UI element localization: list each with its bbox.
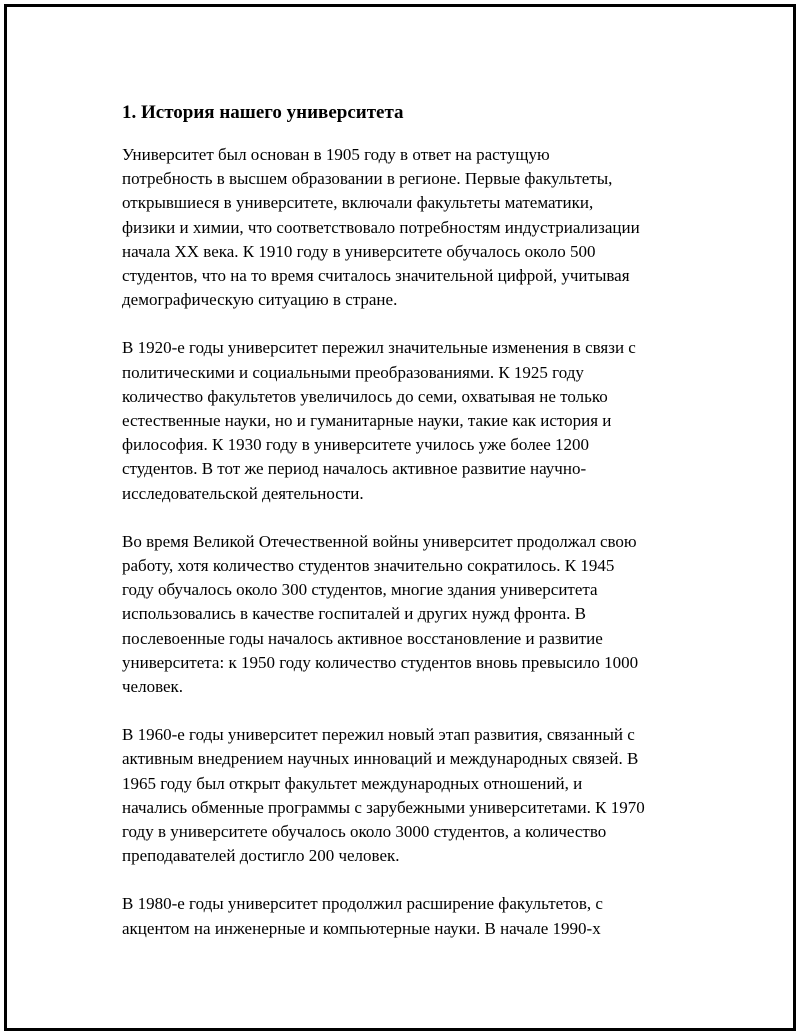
paragraph-line: студентов, что на то время считалось значительной цифрой, учитывая: [122, 266, 630, 286]
paragraph-line: университета: к 1950 году количество студентов вновь превысило 1000: [122, 652, 639, 672]
paragraph-line: В 1960-е годы университет пережил новый этап развития, связанный с: [122, 725, 635, 745]
document-body: [122, 99, 697, 965]
paragraph-line: В 1980-е годы университет продолжил расширение факультетов, с: [122, 894, 603, 914]
paragraph-line: открывшиеся в университете, включали факультеты математики,: [122, 193, 594, 213]
paragraph-line: году обучалось около 300 студентов, многие здания университета: [122, 580, 598, 600]
paragraph-line: преподавателей достигло 200 человек.: [122, 846, 400, 866]
paragraph-line: работу, хотя количество студентов значительно сократилось. К 1945: [122, 556, 615, 576]
paragraph-line: студентов. В тот же период началось активное развитие научно-: [122, 459, 587, 479]
paragraph-line: начала XX века. К 1910 году в университете обучалось около 500: [122, 241, 596, 261]
paragraph-line: человек.: [122, 677, 184, 697]
paragraph-line: послевоенные годы началось активное восстановление и развитие: [122, 628, 603, 648]
section-title: 1. История нашего университета: [122, 102, 404, 123]
paragraph-line: демографическую ситуацию в стране.: [122, 290, 398, 310]
paragraph-line: Во время Великой Отечественной войны университет продолжал свою: [122, 531, 637, 551]
paragraph-line: акцентом на инженерные и компьютерные науки. В начале 1990-х: [122, 918, 601, 938]
paragraph-line: исследовательской деятельности.: [122, 483, 364, 503]
paragraph: [122, 143, 697, 312]
page-frame: [4, 4, 796, 1031]
paragraph-line: физики и химии, что соответствовало потребностям индустриализации: [122, 217, 640, 237]
paragraph-list: [122, 143, 697, 941]
paragraph: [122, 530, 697, 699]
paragraph-line: В 1920-е годы университет пережил значительные изменения в связи с: [122, 338, 636, 358]
paragraph: [122, 892, 697, 940]
paragraph-line: 1965 году был открыт факультет международных отношений, и: [122, 773, 583, 793]
paragraph-line: Университет был основан в 1905 году в ответ на растущую: [122, 145, 550, 164]
paragraph-line: философия. К 1930 году в университете училось уже более 1200: [122, 435, 590, 455]
paragraph-line: политическими и социальными преобразованиями. К 1925 году: [122, 362, 584, 382]
paragraph: [122, 336, 697, 505]
paragraph: [122, 723, 697, 868]
paragraph-line: потребность в высшем образовании в регионе. Первые факультеты,: [122, 169, 613, 189]
paragraph-line: использовались в качестве госпиталей и других нужд фронта. В: [122, 604, 587, 624]
paragraph-line: начались обменные программы с зарубежными университетами. К 1970: [122, 797, 645, 817]
paragraph-line: активным внедрением научных инноваций и международных связей. В: [122, 749, 639, 769]
paragraph-line: году в университете обучалось около 3000 студентов, а количество: [122, 822, 607, 842]
paragraph-line: количество факультетов увеличилось до семи, охватывая не только: [122, 386, 608, 406]
paragraph-line: естественные науки, но и гуманитарные науки, такие как история и: [122, 411, 612, 431]
